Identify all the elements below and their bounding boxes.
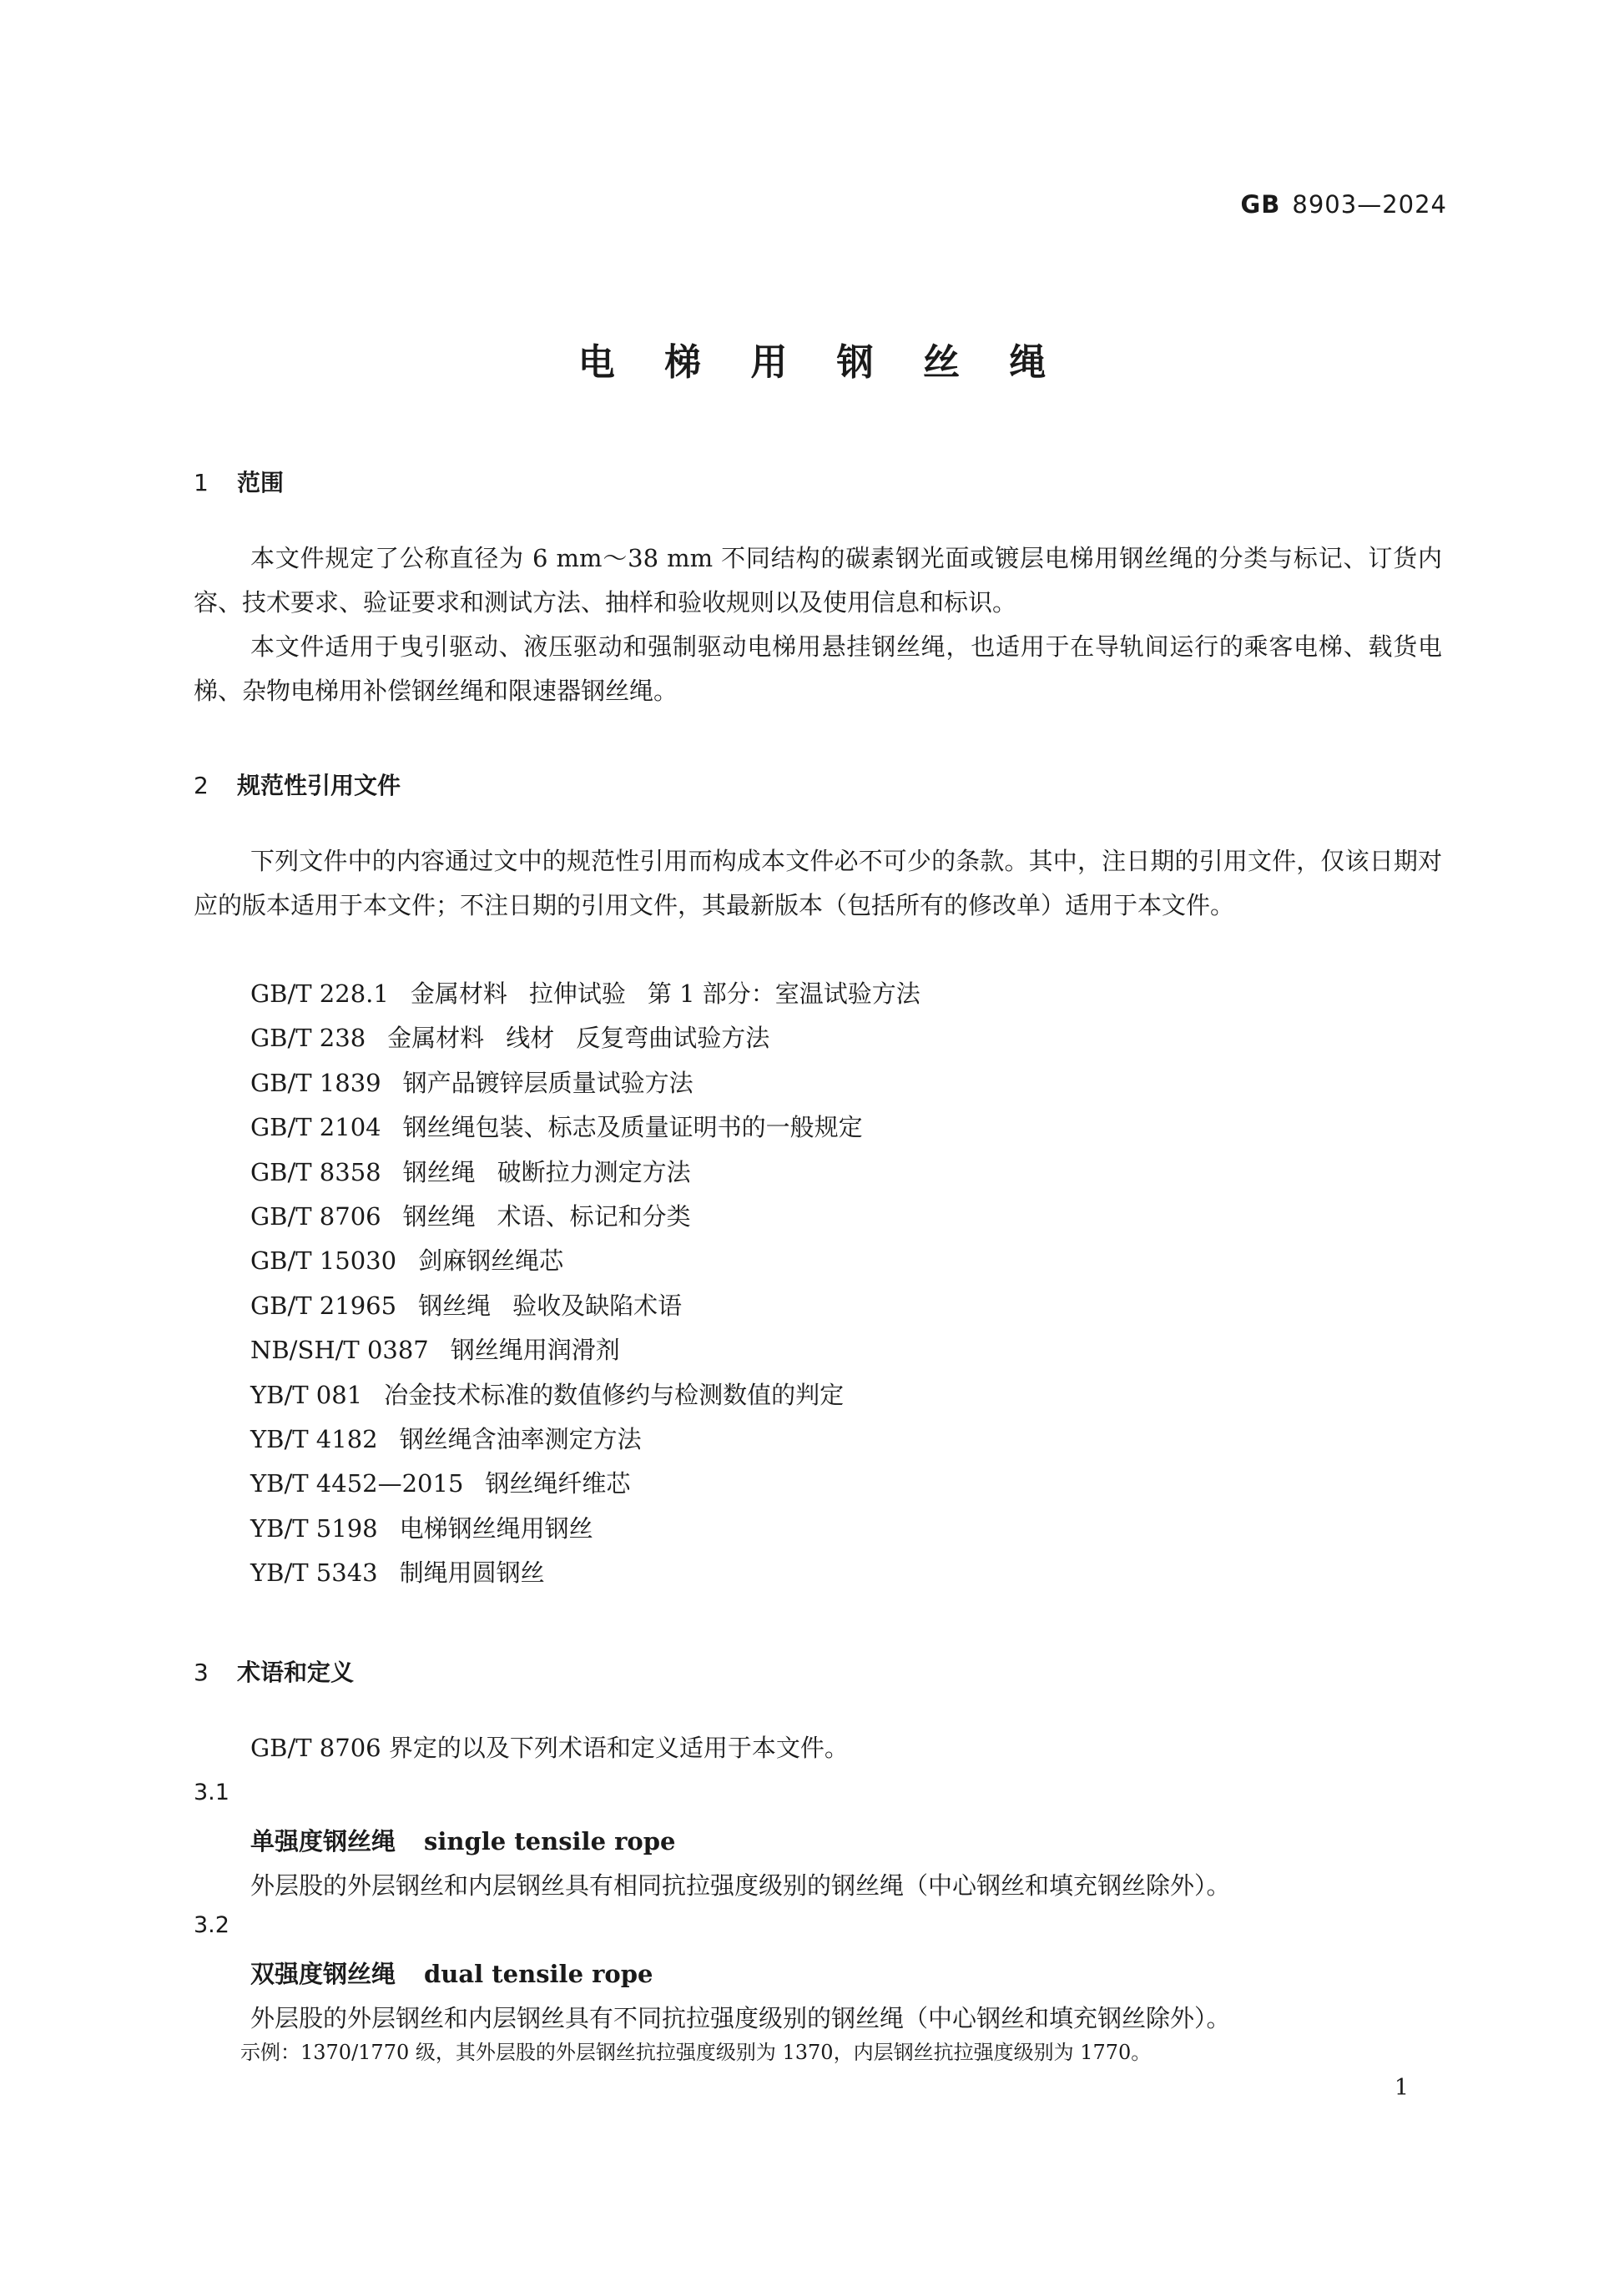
reference-item [250, 1551, 920, 1595]
clause-number: 3.2 [194, 1912, 229, 1938]
page-number: 1 [1394, 2075, 1409, 2101]
reference-code: NB/SH/T 0387 [250, 1336, 429, 1365]
reference-subtitle: 拉伸试验 [528, 979, 626, 1008]
reference-code: GB/T 238 [250, 1024, 366, 1053]
example-note [240, 2036, 1151, 2065]
reference-code: GB/T 8358 [250, 1157, 381, 1186]
reference-code: YB/T 5343 [250, 1558, 378, 1588]
reference-title: 电梯钢丝绳用钢丝 [399, 1513, 593, 1543]
reference-code: YB/T 4182 [250, 1425, 378, 1454]
term-definition: 外层股的外层钢丝和内层钢丝具有相同抗拉强度级别的钢丝绳（中心钢丝和填充钢丝除外）。 [250, 1871, 1231, 1900]
reference-title: 制绳用圆钢丝 [399, 1558, 545, 1588]
reference-subtitle: 术语、标记和分类 [497, 1202, 691, 1231]
reference-item [250, 1328, 920, 1372]
reference-title: 钢丝绳 [402, 1157, 476, 1186]
reference-part: 第 1 部分：室温试验方法 [647, 979, 920, 1008]
reference-item [250, 1151, 920, 1195]
section-number: 3 [194, 1659, 209, 1686]
reference-code: GB/T 2104 [250, 1113, 381, 1142]
reference-title: 剑麻钢丝绳芯 [418, 1246, 564, 1276]
reference-item [250, 1061, 920, 1105]
document-title: 电 梯 用 钢 丝 绳 [577, 341, 1065, 384]
term-english: dual tensile rope [424, 1960, 653, 1988]
reference-title: 钢丝绳纤维芯 [485, 1469, 631, 1498]
section-3-heading [194, 1654, 354, 1688]
reference-title: 钢丝绳 [418, 1291, 492, 1320]
example-label: 示例： [240, 2041, 300, 2064]
reference-code: YB/T 4452—2015 [250, 1469, 464, 1498]
normative-references-list [250, 972, 920, 1596]
reference-subtitle: 验收及缺陷术语 [512, 1291, 683, 1320]
reference-title: 钢丝绳含油率测定方法 [399, 1425, 642, 1454]
term-entry [250, 1823, 675, 1857]
term-definition: 外层股的外层钢丝和内层钢丝具有不同抗拉强度级别的钢丝绳（中心钢丝和填充钢丝除外）。 [250, 2004, 1231, 2032]
example-text: 1370/1770 级，其外层股的外层钢丝抗拉强度级别为 1370，内层钢丝抗拉强度级别为 1770。 [300, 2041, 1152, 2064]
reference-title: 钢丝绳 [402, 1202, 476, 1231]
term-chinese: 双强度钢丝绳 [250, 1960, 396, 1988]
reference-title: 金属材料 [387, 1024, 485, 1053]
reference-subtitle: 破断拉力测定方法 [497, 1157, 691, 1186]
term-english: single tensile rope [424, 1827, 676, 1855]
reference-item [250, 1195, 920, 1239]
section-1-heading [194, 465, 284, 498]
section-2-heading [194, 768, 401, 801]
section-number: 1 [194, 469, 209, 496]
reference-code: GB/T 15030 [250, 1246, 397, 1276]
term-entry [250, 1956, 653, 1990]
reference-item [250, 1016, 920, 1060]
section-1-paragraph-2: 本文件适用于曳引驱动、液压驱动和强制驱动电梯用悬挂钢丝绳，也适用于在导轨间运行的乘客电梯、载货电梯、杂物电梯用补偿钢丝绳和限速器钢丝绳。 [194, 632, 1442, 705]
standard-number: 8903—2024 [1292, 190, 1447, 219]
reference-subtitle: 线材 [506, 1024, 555, 1053]
reference-code: YB/T 081 [250, 1380, 363, 1409]
reference-code: GB/T 1839 [250, 1068, 381, 1097]
section-2-paragraph-1: 下列文件中的内容通过文中的规范性引用而构成本文件必不可少的条款。其中，注日期的引用文件，仅该日期对应的版本适用于本文件；不注日期的引用文件，其最新版本（包括所有的修改单）适用于本文件。 [194, 847, 1442, 919]
reference-title: 钢产品镀锌层质量试验方法 [402, 1068, 693, 1097]
section-number: 2 [194, 772, 209, 799]
reference-item [250, 972, 920, 1016]
reference-item [250, 1507, 920, 1551]
standard-code [1240, 190, 1447, 219]
reference-item [250, 1373, 920, 1417]
reference-code: GB/T 21965 [250, 1291, 397, 1320]
reference-title: 冶金技术标准的数值修约与检测数值的判定 [384, 1380, 845, 1409]
section-title: 范围 [237, 469, 285, 496]
reference-title: 金属材料 [410, 979, 507, 1008]
section-title: 术语和定义 [237, 1659, 355, 1686]
reference-code: GB/T 8706 [250, 1202, 381, 1231]
standard-prefix: GB [1240, 190, 1281, 219]
section-1-paragraph-1: 本文件规定了公称直径为 6 mm～38 mm 不同结构的碳素钢光面或镀层电梯用钢丝绳的分类与标记、订货内容、技术要求、验证要求和测试方法、抽样和验收规则以及使用信息和标识。 [194, 544, 1442, 617]
reference-item [250, 1417, 920, 1462]
reference-part: 反复弯曲试验方法 [576, 1024, 770, 1053]
term-chinese: 单强度钢丝绳 [250, 1827, 396, 1855]
reference-item [250, 1239, 920, 1283]
reference-item [250, 1462, 920, 1506]
reference-title: 钢丝绳用润滑剂 [450, 1336, 620, 1365]
clause-number: 3.1 [194, 1780, 229, 1805]
section-title: 规范性引用文件 [237, 772, 401, 799]
reference-title: 钢丝绳包装、标志及质量证明书的一般规定 [402, 1113, 863, 1142]
reference-item [250, 1284, 920, 1328]
section-3-paragraph-1: GB/T 8706 界定的以及下列术语和定义适用于本文件。 [250, 1734, 849, 1762]
reference-code: YB/T 5198 [250, 1513, 378, 1543]
reference-code: GB/T 228.1 [250, 979, 389, 1008]
reference-item [250, 1105, 920, 1150]
